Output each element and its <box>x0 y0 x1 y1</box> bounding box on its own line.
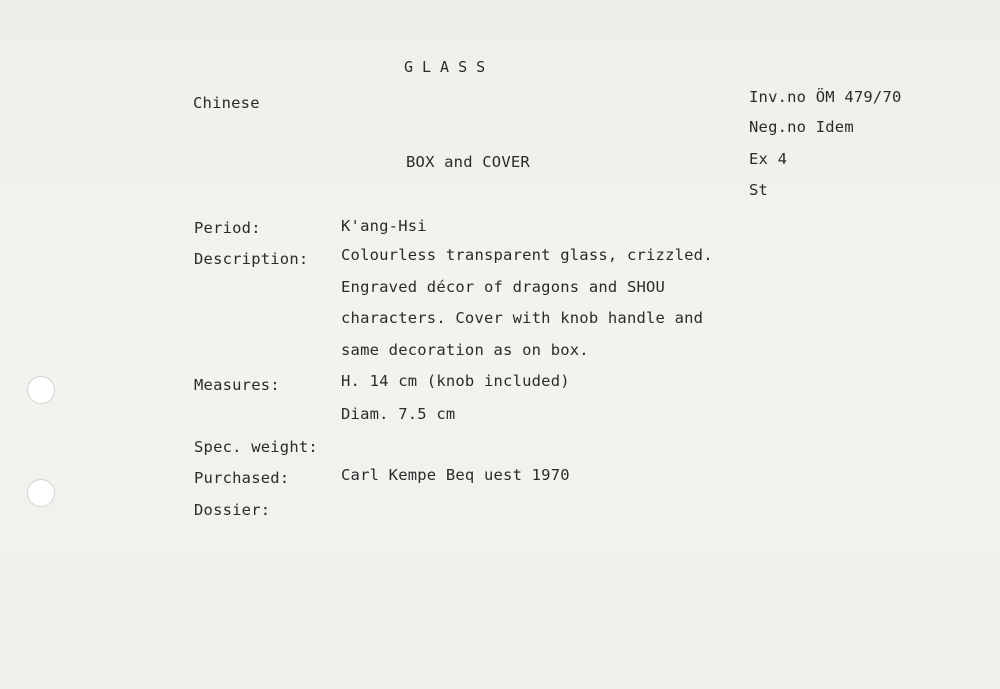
ex-number: Ex 4 <box>749 150 788 168</box>
punch-hole-top <box>27 376 55 404</box>
measures-line: Diam. 7.5 cm <box>341 405 456 423</box>
period-value: K'ang-Hsi <box>341 217 427 235</box>
measures-label: Measures: <box>194 376 280 394</box>
description-label: Description: <box>194 250 309 268</box>
negative-number: Neg.no Idem <box>749 118 854 136</box>
measures-line: H. 14 cm (knob included) <box>341 372 570 390</box>
st-label: St <box>749 181 769 199</box>
period-label: Period: <box>194 219 261 237</box>
object-name: BOX and COVER <box>406 153 530 171</box>
inventory-number: Inv.no ÖM 479/70 <box>749 88 902 106</box>
dossier-label: Dossier: <box>194 501 271 519</box>
purchased-value: Carl Kempe Beq uest 1970 <box>341 466 570 484</box>
description-line: Colourless transparent glass, crizzled. <box>341 246 713 264</box>
description-line: same decoration as on box. <box>341 341 589 359</box>
purchased-label: Purchased: <box>194 469 290 487</box>
card-title: GLASS <box>404 58 495 76</box>
description-line: characters. Cover with knob handle and <box>341 309 704 327</box>
punch-hole-bottom <box>27 479 55 507</box>
origin-text: Chinese <box>193 94 260 112</box>
spec-weight-label: Spec. weight: <box>194 438 318 456</box>
description-line: Engraved décor of dragons and SHOU <box>341 278 666 296</box>
